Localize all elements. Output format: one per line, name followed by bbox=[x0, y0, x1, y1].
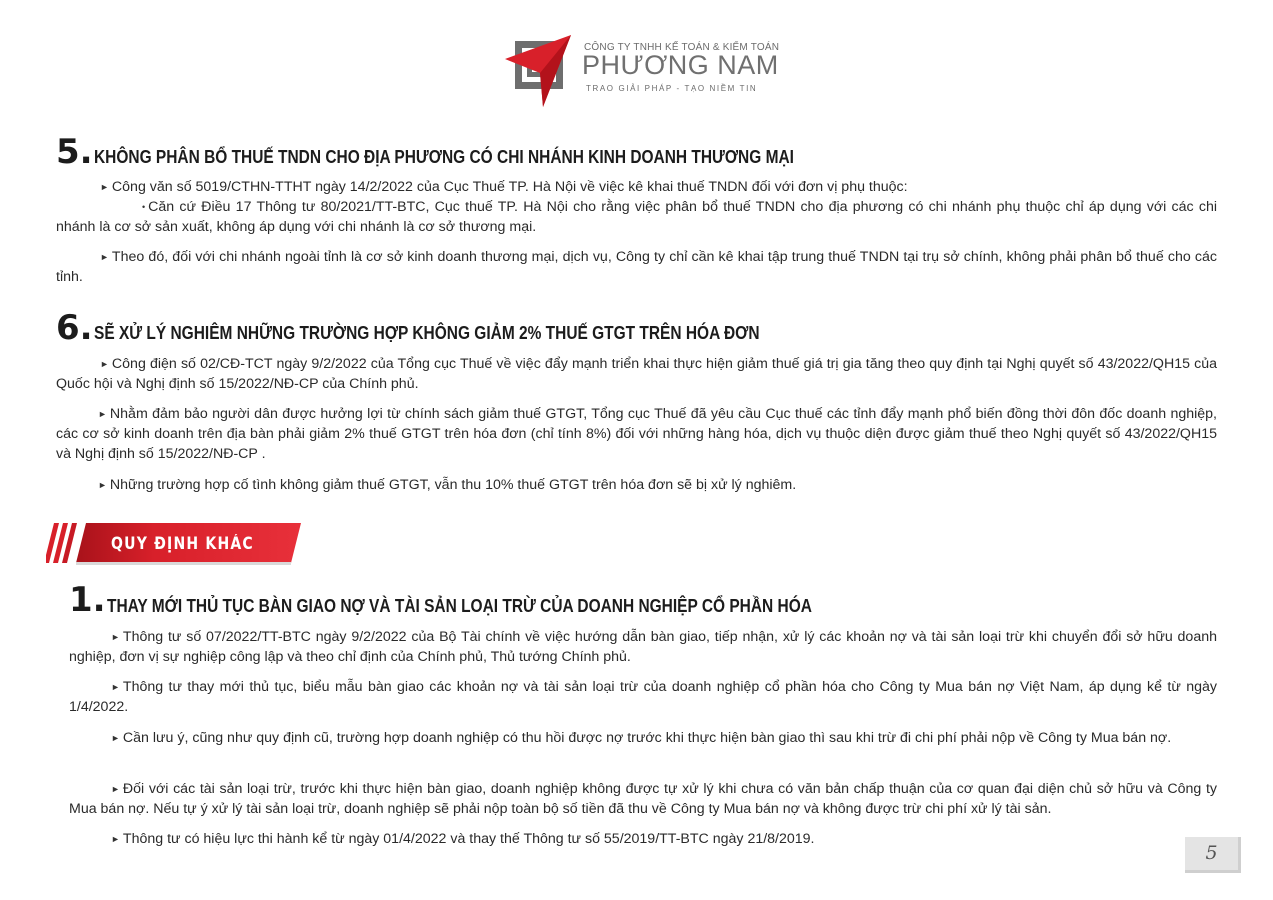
bullet-arrow-icon: ► bbox=[98, 409, 107, 419]
page-number-label: 5 bbox=[1205, 842, 1218, 864]
paragraph: ► Công điện số 02/CĐ-TCT ngày 9/2/2022 của Tổng cục Thuế về việc đẩy mạnh triển khai thực hiện giảm thuế giá trị gia tăng theo quy định tại Nghị quyết số 43/2022/QH15 của Quốc hội và Nghị định số 15/2022/NĐ-CP của Chính phủ. bbox=[56, 356, 1217, 392]
bullet-arrow-icon: ► bbox=[100, 252, 109, 262]
bullet-arrow-icon: ► bbox=[111, 784, 120, 794]
bullet-arrow-icon: ► bbox=[100, 359, 109, 369]
section-number: 6. bbox=[56, 308, 93, 348]
bullet-arrow-icon: ► bbox=[98, 480, 107, 490]
company-line: CÔNG TY TNHH KẾ TOÁN & KIỂM TOÁN bbox=[584, 42, 780, 53]
paragraph: ► Theo đó, đối với chi nhánh ngoài tỉnh là cơ sở kinh doanh thương mại, dịch vụ, Công ty chỉ cần kê khai tập trung thuế TNDN tại trụ sở chính, không phải phân bổ thuế cho các tỉnh. bbox=[56, 249, 1217, 285]
bullet-arrow-icon: ► bbox=[111, 733, 120, 743]
paragraph: ► Đối với các tài sản loại trừ, trước khi thực hiện bàn giao, doanh nghiệp không được tự xử lý khi chưa có văn bản chấp thuận của cơ quan đại diện chủ sở hữu và Công ty Mua bán nợ. Nếu tự ý xử lý tài sản loại trừ, doanh nghiệp sẽ phải nộp toàn bộ số tiền đã thu về Công ty Mua bán nợ và không được trừ chi phí xử lý tài sản. bbox=[69, 781, 1217, 817]
logo-mark-icon bbox=[505, 33, 585, 111]
company-name: PHƯƠNG NAM bbox=[582, 50, 779, 80]
section-title: KHÔNG PHÂN BỔ THUẾ TNDN CHO ĐỊA PHƯƠNG CÓ CHI NHÁNH KINH DOANH THƯƠNG MẠI bbox=[94, 147, 794, 167]
company-logo bbox=[505, 33, 785, 108]
bullet-arrow-icon: ► bbox=[111, 834, 120, 844]
bullet-arrow-icon: ► bbox=[100, 182, 109, 192]
section-title: SẼ XỬ LÝ NGHIÊM NHỮNG TRƯỜNG HỢP KHÔNG GIẢM 2% THUẾ GTGT TRÊN HÓA ĐƠN bbox=[94, 323, 760, 343]
paragraph: • Căn cứ Điều 17 Thông tư 80/2021/TT-BTC, Cục thuế TP. Hà Nội cho rằng việc phân bổ thuế TNDN cho địa phương có chi nhánh phụ thuộc chỉ áp dụng với các chi nhánh là cơ sở sản xuất, không áp dụng với chi nhánh là cơ sở thương mại. bbox=[56, 199, 1217, 235]
banner-label: QUY ĐỊNH KHÁC bbox=[111, 534, 254, 553]
company-slogan: TRAO GIẢI PHÁP - TẠO NIỀM TIN bbox=[586, 84, 758, 93]
category-banner bbox=[46, 523, 302, 565]
page-number bbox=[1185, 837, 1241, 873]
paragraph: ► Thông tư số 07/2022/TT-BTC ngày 9/2/2022 của Bộ Tài chính về việc hướng dẫn bàn giao, tiếp nhận, xử lý các khoản nợ và tài sản loại trừ khi chuyển đổi sở hữu doanh nghiệp, đơn vị sự nghiệp công lập và theo chỉ định của Chính phủ, Thủ tướng Chính phủ. bbox=[69, 629, 1217, 665]
paragraph: ► Nhằm đảm bảo người dân được hưởng lợi từ chính sách giảm thuế GTGT, Tổng cục Thuế đã yêu cầu Cục thuế các tỉnh đẩy mạnh phổ biến đồng thời đôn đốc doanh nghiệp, các cơ sở kinh doanh trên địa bàn phải giảm 2% thuế GTGT trên hóa đơn (chỉ tính 8%) đối với những hàng hóa, dịch vụ thuộc diện được giảm thuế theo Nghị quyết số 43/2022/QH15 và Nghị định số 15/2022/NĐ-CP . bbox=[56, 406, 1217, 462]
paragraph: ► Thông tư có hiệu lực thi hành kể từ ngày 01/4/2022 và thay thế Thông tư số 55/2019/TT-BTC ngày 21/8/2019. bbox=[111, 831, 815, 847]
paragraph: ► Thông tư thay mới thủ tục, biểu mẫu bàn giao các khoản nợ và tài sản loại trừ của doanh nghiệp cổ phần hóa cho Công ty Mua bán nợ Việt Nam, áp dụng kể từ ngày 1/4/2022. bbox=[69, 679, 1217, 715]
section-number: 1. bbox=[69, 580, 106, 620]
section-title: THAY MỚI THỦ TỤC BÀN GIAO NỢ VÀ TÀI SẢN LOẠI TRỪ CỦA DOANH NGHIỆP CỔ PHẦN HÓA bbox=[107, 596, 812, 616]
bullet-arrow-icon: ► bbox=[111, 632, 120, 642]
paragraph: ► Những trường hợp cố tình không giảm thuế GTGT, vẫn thu 10% thuế GTGT trên hóa đơn sẽ bị xử lý nghiêm. bbox=[98, 477, 797, 493]
section-number: 5. bbox=[56, 132, 93, 172]
paragraph: ► Công văn số 5019/CTHN-TTHT ngày 14/2/2022 của Cục Thuế TP. Hà Nội về việc kê khai thuế TNDN đối với đơn vị phụ thuộc: bbox=[100, 179, 908, 195]
paragraph: ► Cần lưu ý, cũng như quy định cũ, trường hợp doanh nghiệp có thu hồi được nợ trước khi thực hiện bàn giao thì sau khi trừ đi chi phí phải nộp về Công ty Mua bán nợ. bbox=[111, 730, 1172, 746]
bullet-arrow-icon: ► bbox=[111, 682, 120, 692]
bullet-dot-icon: • bbox=[142, 202, 146, 212]
